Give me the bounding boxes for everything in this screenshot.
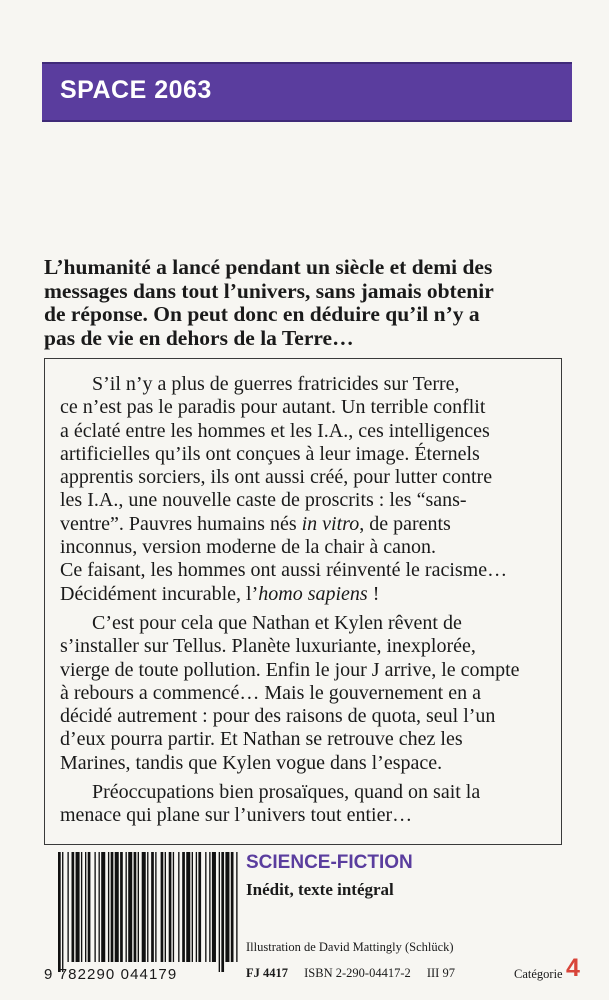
blurb-line: d’eux pourra partir. Et Nathan se retrouve chez les bbox=[60, 728, 463, 751]
blurb-line: Préoccupations bien prosaïques, quand on sait la bbox=[92, 781, 481, 804]
print-date: III 97 bbox=[426, 966, 455, 980]
barcode-bar bbox=[67, 852, 68, 962]
blurb-text-span: ventre”. Pauvres humains nés bbox=[60, 512, 302, 535]
blurb-text-span: Décidément incurable, l’ bbox=[60, 582, 259, 605]
barcode-bar bbox=[178, 852, 179, 962]
barcode-bar bbox=[205, 852, 206, 962]
barcode-bar bbox=[209, 852, 210, 962]
barcode-bar bbox=[85, 852, 86, 962]
blurb-line: S’il n’y a plus de guerres fratricides sur Terre, bbox=[92, 373, 460, 395]
barcode-bar bbox=[76, 852, 80, 962]
blurb-line: apprentis sorciers, ils ont aussi créé, pour lutter contre bbox=[60, 466, 493, 489]
illustration-credit: Illustration de David Mattingly (Schlück) bbox=[246, 940, 454, 954]
barcode-bar bbox=[134, 852, 137, 962]
barcode-bar bbox=[196, 852, 197, 962]
blurb-line: s’installer sur Tellus. Planète luxuriante, inexplorée, bbox=[60, 635, 476, 658]
barcode-bar bbox=[101, 852, 105, 962]
barcode-bar bbox=[142, 852, 146, 962]
edition-note: Inédit, texte intégral bbox=[246, 880, 394, 899]
blurb-text-span: ! bbox=[367, 582, 380, 605]
barcode-bar bbox=[231, 852, 234, 962]
blurb-line: C’est pour cela que Nathan et Kylen rêvent de bbox=[92, 611, 462, 634]
blurb-line: vierge de toute pollution. Enfin le jour J arrive, le compte bbox=[60, 658, 520, 681]
blurb-line: à rebours a commencé… Mais le gouvernement en a bbox=[60, 681, 481, 704]
barcode-bar bbox=[128, 852, 132, 962]
publication-codes bbox=[246, 966, 468, 981]
tagline bbox=[44, 256, 584, 350]
blurb-line: Marines, tandis que Kylen vogue dans l’espace. bbox=[60, 751, 443, 774]
blurb-line bbox=[60, 583, 520, 606]
blurb-line: a éclaté entre les hommes et les I.A., ces intelligences bbox=[60, 419, 490, 442]
barcode-bar bbox=[219, 852, 220, 972]
blurb-line: menace qui plane sur l’univers tout entier… bbox=[60, 804, 413, 827]
barcode-bar bbox=[198, 852, 201, 962]
category-number: 4 bbox=[566, 954, 580, 982]
barcode-bar bbox=[155, 852, 156, 962]
barcode-bar bbox=[111, 852, 114, 962]
blurb-text-span: , de parents bbox=[359, 512, 451, 535]
barcode-bar bbox=[225, 852, 229, 962]
series-banner bbox=[42, 62, 572, 122]
barcode-bar bbox=[115, 852, 119, 962]
barcode-bar bbox=[99, 852, 100, 962]
barcode-bar bbox=[151, 852, 154, 962]
barcode-bar bbox=[192, 852, 193, 962]
barcode-bar bbox=[221, 852, 224, 972]
collection-code: FJ 4417 bbox=[246, 966, 289, 980]
barcode-bar bbox=[169, 852, 172, 962]
blurb-text bbox=[60, 373, 520, 828]
genre-label: SCIENCE-FICTION bbox=[246, 852, 413, 873]
tagline-line: de réponse. On peut donc en déduire qu’il n’y a bbox=[44, 302, 480, 326]
blurb-line: ce n’est pas le paradis pour autant. Un terrible conflit bbox=[60, 396, 486, 419]
blurb-italic-term: homo sapiens bbox=[258, 582, 368, 605]
blurb-line bbox=[60, 513, 520, 536]
blurb-box bbox=[44, 358, 562, 845]
tagline-line: pas de vie en dehors de la Terre… bbox=[44, 325, 354, 350]
barcode-bar bbox=[173, 852, 174, 962]
barcode-bar bbox=[88, 852, 91, 962]
barcode-bar bbox=[120, 852, 123, 962]
barcode-bar bbox=[182, 852, 185, 962]
barcode-bar bbox=[62, 852, 63, 972]
series-title: SPACE 2063 bbox=[60, 76, 212, 104]
barcode-bar bbox=[58, 852, 61, 972]
barcode-bar bbox=[165, 852, 166, 962]
blurb-line: inconnus, version moderne de la chair à canon. bbox=[60, 536, 436, 559]
blurb-line: artificielles qu’ils ont conçues à leur image. Éternels bbox=[60, 442, 480, 465]
barcode-bar bbox=[147, 852, 148, 962]
barcode-bar bbox=[161, 852, 164, 962]
barcode-bar bbox=[94, 852, 95, 962]
barcode-bar bbox=[212, 852, 216, 962]
barcode-bar bbox=[186, 852, 190, 962]
tagline-line: messages dans tout l’univers, sans jamais obtenir bbox=[44, 278, 494, 303]
blurb-italic-term: in vitro bbox=[301, 512, 360, 535]
blurb-line: Ce faisant, les hommes ont aussi réinventé le racisme… bbox=[60, 559, 508, 582]
barcode-bar bbox=[72, 852, 75, 962]
barcode-bar bbox=[81, 852, 82, 962]
category-label: Catégorie bbox=[514, 967, 563, 981]
barcode-bar bbox=[126, 852, 127, 962]
barcode bbox=[58, 852, 238, 972]
blurb-line: décidé autrement : pour des raisons de quota, seul l’un bbox=[60, 705, 496, 728]
barcode-bar bbox=[138, 852, 139, 962]
tagline-line: L’humanité a lancé pendant un siècle et demi des bbox=[44, 255, 493, 279]
barcode-number: 9 782290 044179 bbox=[44, 966, 178, 983]
isbn: ISBN 2-290-04417-2 bbox=[304, 966, 411, 980]
blurb-line: les I.A., une nouvelle caste de proscrits : les “sans- bbox=[60, 489, 467, 512]
barcode-bar bbox=[236, 852, 237, 962]
barcode-bar bbox=[108, 852, 109, 962]
